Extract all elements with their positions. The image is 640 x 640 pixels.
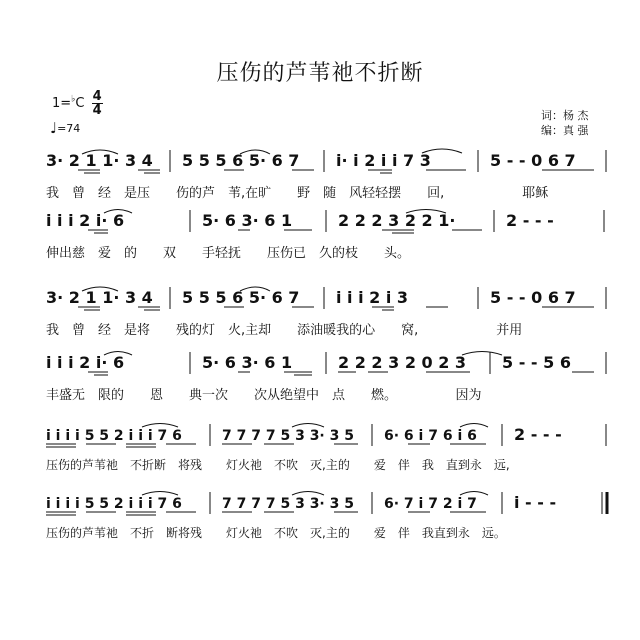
svg-text:5 - - 5 6: 5 - - 5 6: [502, 353, 571, 372]
staff-system-2: [42, 208, 612, 268]
lyrics-line-5: 压伤的芦苇祂 不折断 将残 灯火祂 不吹 灭,主的 爱 伴 我 直到永 远,: [46, 458, 510, 472]
notation-line-3: [42, 285, 612, 315]
svg-text:6· 6 i 7 6 i 6: 6· 6 i 7 6 i 6: [384, 428, 477, 444]
svg-text:i i i 2 i· 6: i i i 2 i· 6: [46, 211, 125, 230]
song-title: 压伤的芦苇祂不折断: [216, 61, 424, 86]
svg-text:i - - -: i - - -: [514, 493, 557, 512]
svg-text:i i i i 5 5 2 i i i 7 6: i i i i 5 5 2 i i i 7 6: [46, 428, 182, 444]
svg-text:5 5 5 6 5· 6 7: 5 5 5 6 5· 6 7: [182, 151, 300, 170]
svg-text:2 2 2 3 2 0 2 3: 2 2 2 3 2 0 2 3: [338, 353, 467, 372]
staff-system-6: [42, 490, 612, 550]
notation-line-5: [42, 422, 612, 452]
quarter-note-icon: ♩: [50, 119, 58, 137]
svg-text:2 - - -: 2 - - -: [506, 211, 554, 230]
notation-line-4: [42, 350, 612, 380]
staff-system-4: [42, 350, 612, 410]
time-beats: 4: [92, 89, 102, 104]
svg-text:5· 6 3· 6 1: 5· 6 3· 6 1: [202, 353, 293, 372]
lyricist: 词：杨 杰: [541, 109, 589, 122]
lyrics-line-4: 丰盛无 限的 恩 典一次 次从绝望中 点 燃。 因为: [46, 388, 482, 403]
svg-text:2 2 2 3 2 2 1·: 2 2 2 3 2 2 1·: [338, 211, 456, 230]
arranger: 编：真 强: [541, 124, 589, 137]
tempo-marking: [50, 119, 80, 137]
svg-text:7 7 7 7 5 3 3· 3 5: 7 7 7 7 5 3 3· 3 5: [222, 428, 354, 444]
lyrics-line-6: 压伤的芦苇祂 不折 断将残 灯火祂 不吹 灭,主的 爱 伴 我直到永 远。: [46, 526, 506, 540]
svg-text:i· i 2 i i 7 3: i· i 2 i i 7 3: [336, 151, 431, 170]
svg-text:5 - - 0 6 7: 5 - - 0 6 7: [490, 288, 576, 307]
key-prefix: 1=: [52, 96, 72, 111]
svg-text:3· 2 1 1· 3 4: 3· 2 1 1· 3 4: [46, 151, 153, 170]
staff-system-3: [42, 285, 612, 345]
svg-text:5 - - 0 6 7: 5 - - 0 6 7: [490, 151, 576, 170]
tempo-value: =74: [57, 122, 81, 135]
svg-text:7 7 7 7 5 3 3· 3 5: 7 7 7 7 5 3 3· 3 5: [222, 496, 354, 512]
notation-line-2: [42, 208, 612, 238]
svg-text:2 - - -: 2 - - -: [514, 425, 562, 444]
svg-text:6· 7 i 7 2 i 7: 6· 7 i 7 2 i 7: [384, 496, 477, 512]
time-signature: [92, 90, 103, 117]
notation-line-6: [42, 490, 612, 520]
svg-text:i i i 2 i· 6: i i i 2 i· 6: [46, 353, 125, 372]
key-note: C: [75, 96, 85, 111]
lyrics-line-3: 我 曾 经 是将 残的灯 火,主却 添油暖我的心 窝, 并用: [46, 323, 523, 338]
notation-line-1: [42, 148, 612, 178]
time-unit: 4: [92, 103, 102, 118]
staff-system-5: [42, 422, 612, 482]
svg-text:i i i 2 i 3: i i i 2 i 3: [336, 288, 409, 307]
svg-text:5 5 5 6 5· 6 7: 5 5 5 6 5· 6 7: [182, 288, 300, 307]
flat-sign: ♭: [71, 94, 76, 105]
staff-system-1: [42, 148, 612, 208]
svg-text:i i i i 5 5 2 i i i 7 6: i i i i 5 5 2 i i i 7 6: [46, 496, 182, 512]
lyrics-line-1: 我 曾 经 是压 伤的芦 苇,在旷 野 随 风轻轻摆 回, 耶稣: [46, 186, 549, 201]
credits: [541, 108, 589, 138]
key-signature: [52, 90, 103, 117]
lyrics-line-2: 伸出慈 爱 的 双 手轻抚 压伤已 久的枝 头。: [46, 246, 411, 261]
svg-text:5· 6 3· 6 1: 5· 6 3· 6 1: [202, 211, 293, 230]
svg-text:3· 2 1 1· 3 4: 3· 2 1 1· 3 4: [46, 288, 153, 307]
